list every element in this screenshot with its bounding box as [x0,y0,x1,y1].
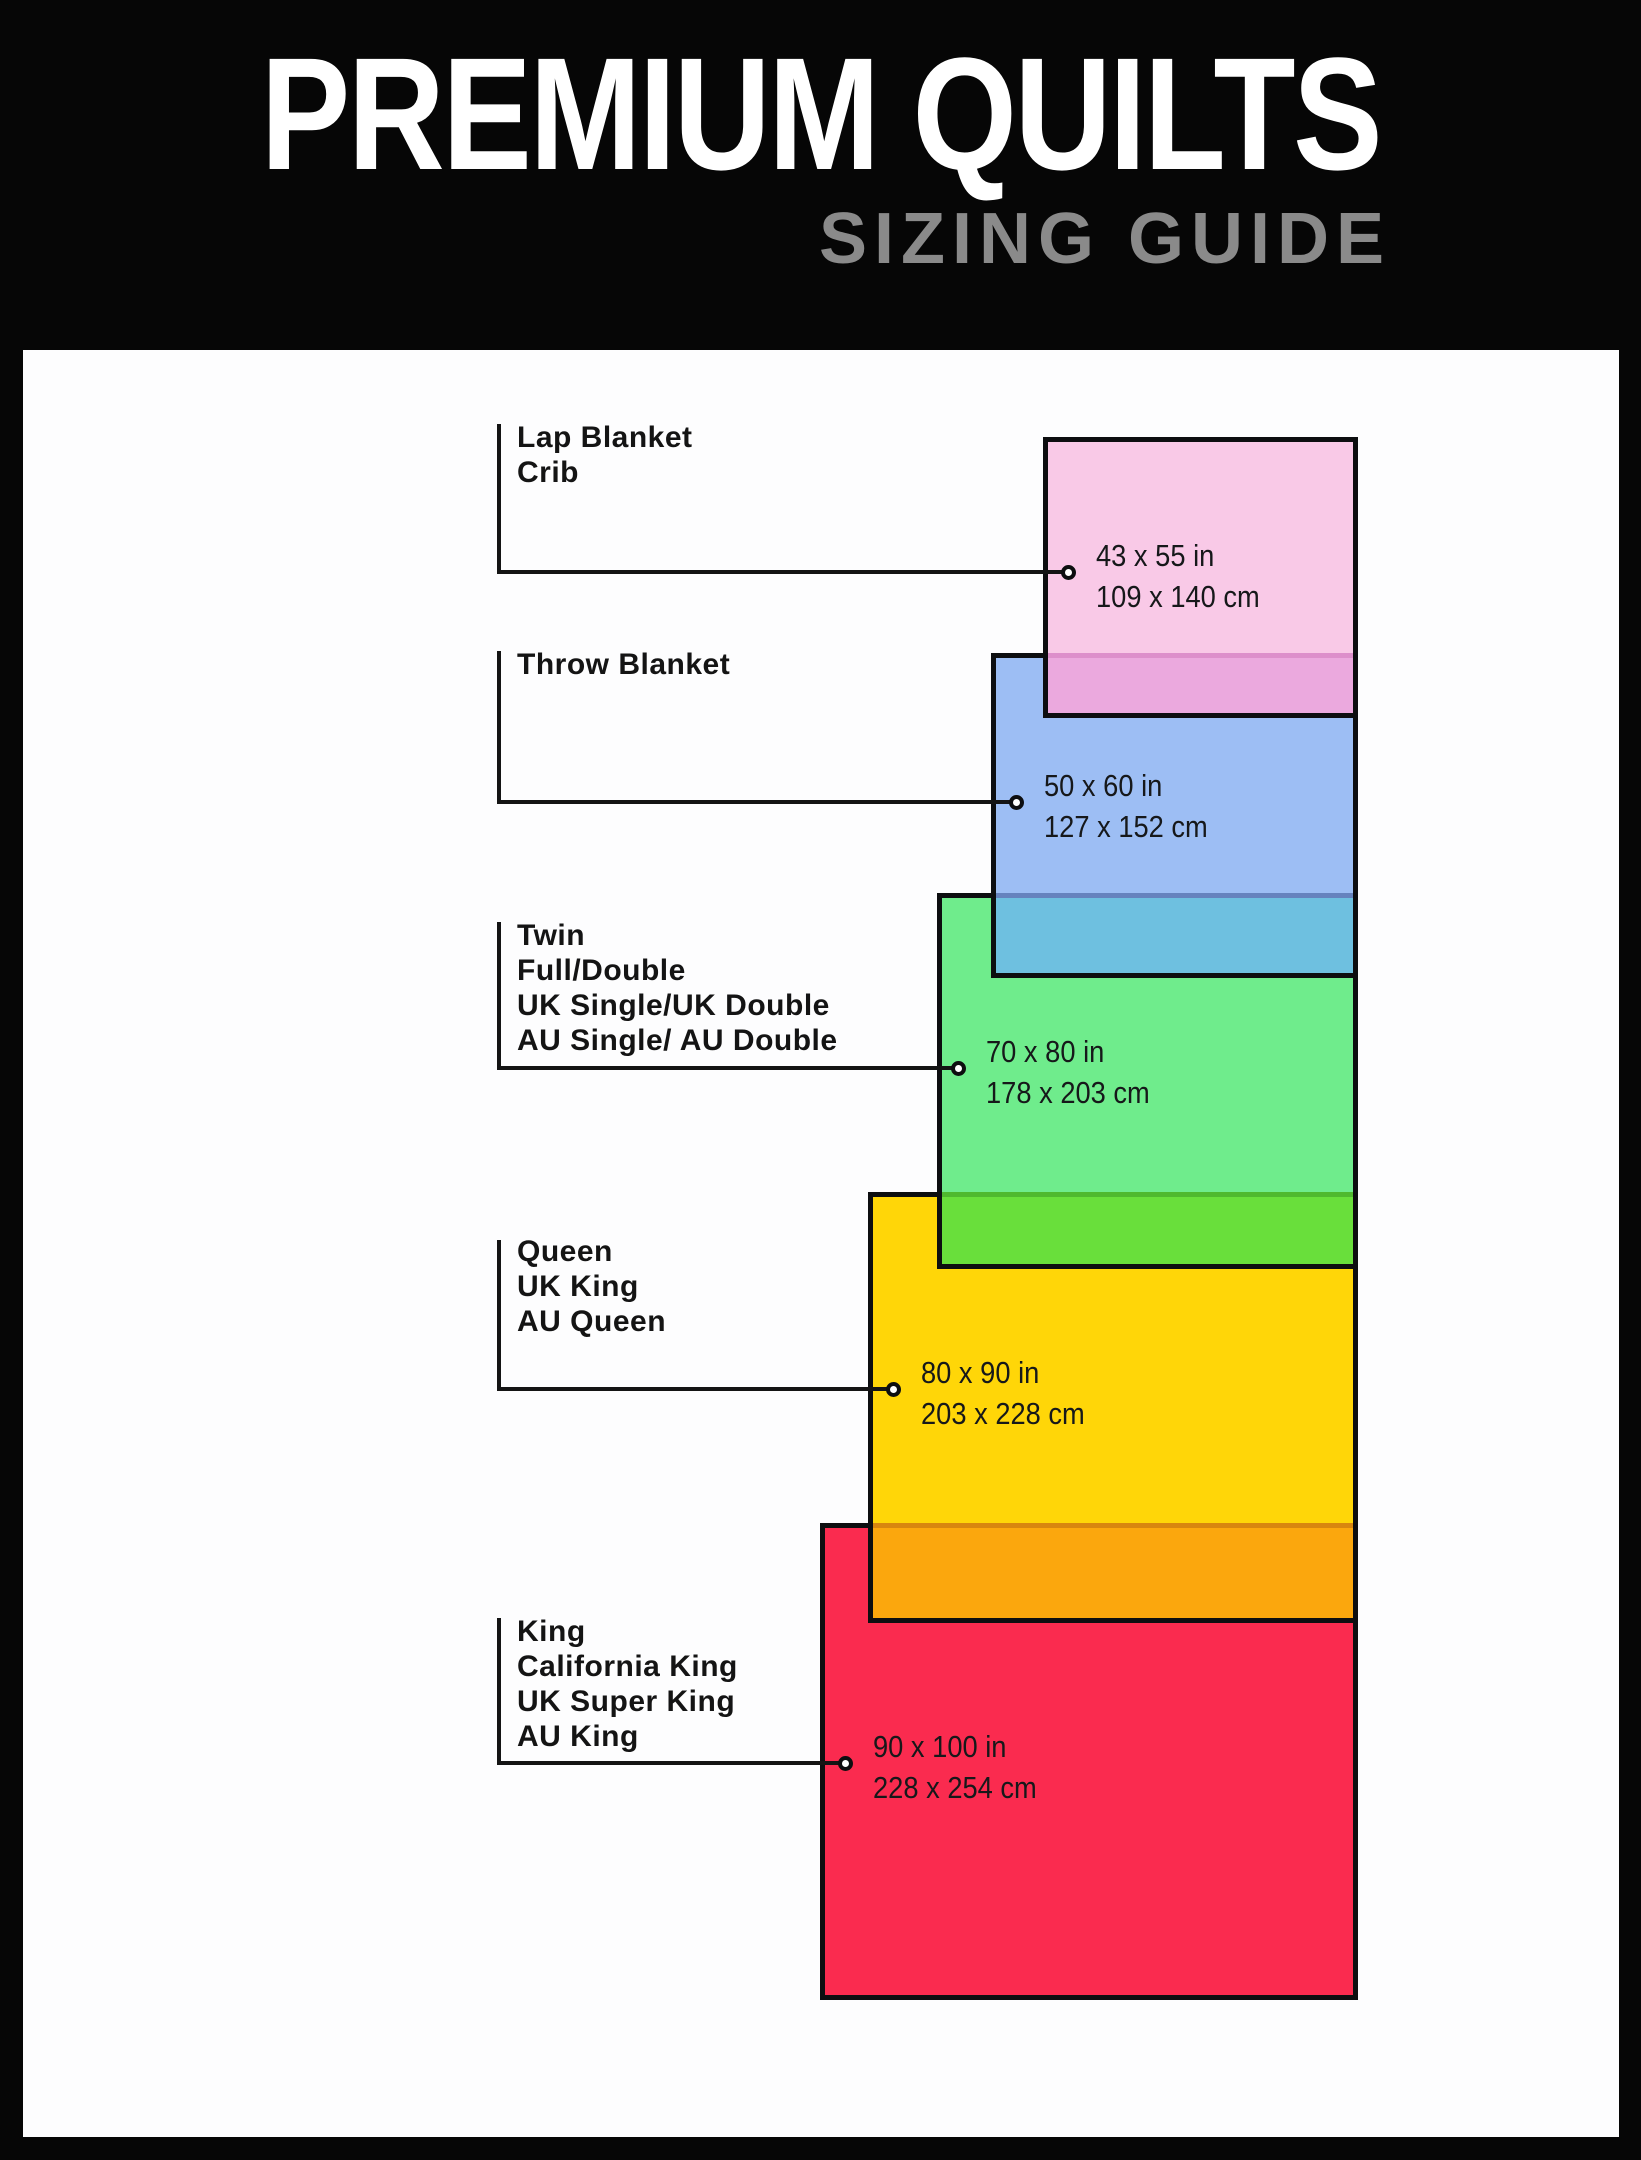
label-text: King [517,1615,586,1648]
connector-horizontal-throw [497,800,1016,804]
connector-horizontal-queen [497,1387,893,1391]
dims-cm-king: 228 x 254 cm [873,1770,1037,1805]
label-text: Throw Blanket [517,648,731,681]
label-text: UK Single/UK Double [517,989,830,1022]
quilt-rect-lap-crib [1043,437,1358,718]
label-text: California King [517,1650,738,1683]
label-text: Lap Blanket [517,421,693,454]
page-title: PREMIUM QUILTS [260,24,1381,203]
connector-vertical-throw [497,651,501,804]
label-text: Queen [517,1235,613,1268]
connector-vertical-queen [497,1240,501,1391]
connector-vertical-twin [497,922,501,1070]
connector-dot-lap-crib [1061,565,1076,580]
overlap-strip-queen [873,1523,1353,1618]
dims-cm-twin: 178 x 203 cm [986,1075,1150,1110]
connector-dot-throw [1009,795,1024,810]
size-label-throw [517,647,730,682]
label-text: UK Super King [517,1685,736,1718]
label-text: Twin [517,919,586,952]
size-label-twin [517,918,838,1058]
overlap-strip-throw [996,893,1353,973]
label-text: Full/Double [517,954,686,987]
page-subtitle: SIZING GUIDE [818,199,1391,279]
label-text: UK King [517,1270,639,1303]
dims-inches-king: 90 x 100 in [873,1729,1007,1764]
label-text: AU King [517,1720,639,1753]
connector-vertical-lap-crib [497,424,501,574]
label-text: AU Queen [517,1305,667,1338]
size-label-queen [517,1234,666,1339]
connector-horizontal-lap-crib [497,570,1068,574]
connector-dot-queen [886,1382,901,1397]
overlap-strip-twin [942,1192,1353,1264]
label-text: AU Single/ AU Double [517,1024,838,1057]
dims-inches-queen: 80 x 90 in [921,1355,1040,1390]
connector-horizontal-twin [497,1066,958,1070]
dims-inches-lap-crib: 43 x 55 in [1096,538,1215,573]
connector-dot-king [838,1756,853,1771]
connector-vertical-king [497,1618,501,1765]
dims-inches-twin: 70 x 80 in [986,1034,1105,1069]
connector-dot-twin [951,1061,966,1076]
dims-inches-throw: 50 x 60 in [1044,768,1163,803]
connector-horizontal-king [497,1761,845,1765]
dims-cm-queen: 203 x 228 cm [921,1396,1085,1431]
overlap-strip-lap-crib [1048,653,1353,713]
size-label-lap-crib [517,420,693,490]
dims-cm-lap-crib: 109 x 140 cm [1096,579,1260,614]
size-label-king [517,1614,738,1754]
dims-cm-throw: 127 x 152 cm [1044,809,1208,844]
label-text: Crib [517,456,579,489]
